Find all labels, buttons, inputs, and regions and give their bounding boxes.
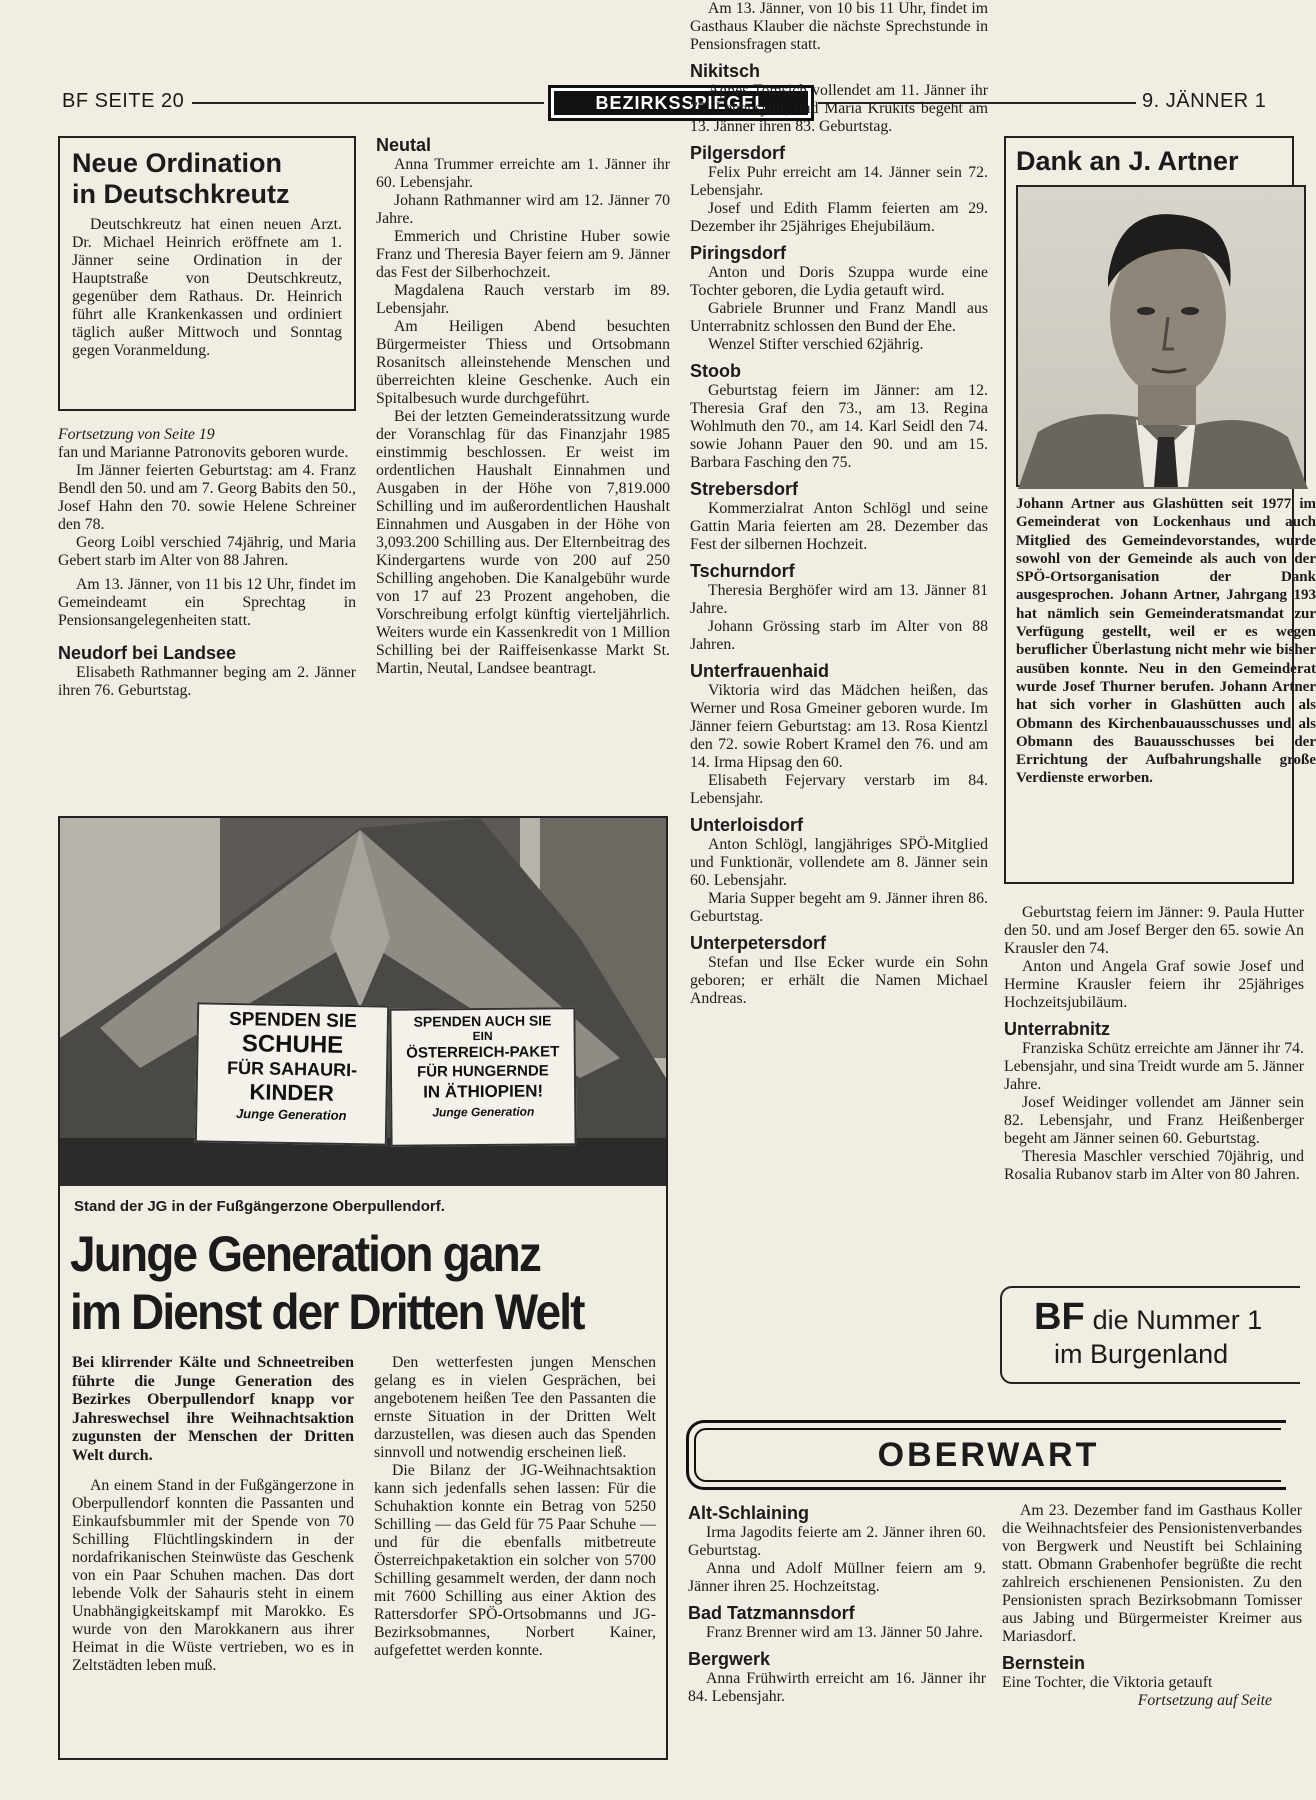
sign-left-line-3: FÜR SAHAURI- [226, 1057, 358, 1081]
artner-title: Dank an J. Artner [1016, 146, 1239, 176]
oberwart-paragraph: Irma Jagodits feierte am 2. Jänner ihren 60. Geburtstag. [688, 1524, 986, 1559]
headline-line-2: im Dienst der Dritten Welt [70, 1284, 584, 1340]
oberwart-paragraph: Anna und Adolf Müllner feiern am 9. Jänner ihren 25. Hochzeitstag. [688, 1560, 986, 1595]
jg-lead: Bei klirrender Kälte und Schneetreiben führte die Junge Generation des Bezirkes Oberpullendorf knapp vor Jahreswechsel ihre Weihnachtsaktion zugunsten der Menschen der Dritten Welt durch. [72, 1354, 354, 1464]
col1-paragraph: Am 13. Jänner, von 11 bis 12 Uhr, findet im Gemeindeamt ein Sprechtag in Pensionsangelegenheiten statt. [58, 576, 356, 629]
sign-left-line-2: SCHUHE [241, 1030, 344, 1059]
col3-paragraph: Wenzel Stifter verschied 62jährig. [708, 336, 924, 353]
jg-article [58, 816, 668, 1760]
col4-paragraph: Josef Weidinger vollendet am Jänner sein 82. Lebensjahr, und Franz Heißenberger begeht am Jänner seinen 60. Geburtstag. [1004, 1094, 1304, 1147]
ordination-box [58, 136, 356, 411]
page-number: BF SEITE 20 [62, 90, 185, 112]
col2-paragraph: Johann Rathmanner wird am 12. Jänner 70 Jahre. [376, 192, 670, 227]
column-2 [376, 134, 670, 678]
sign-right-line-3: ÖSTERREICH-PAKET [406, 1043, 560, 1062]
heading-unterpetersdorf: Unterpetersdorf [690, 933, 827, 953]
oberwart-title: OBERWART [694, 1428, 1281, 1482]
col2-paragraph: Magdalena Rauch verstarb im 89. Lebensjahr. [376, 282, 670, 317]
issue-date: 9. JÄNNER 1 [1142, 90, 1267, 112]
col3-paragraph: Am 13. Jänner, von 10 bis 11 Uhr, findet im Gasthaus Klauber die nächste Sprechstunde in Pensionsfragen statt. [690, 0, 988, 53]
col2-paragraph: Anna Trummer erreichte am 1. Jänner ihr 60. Lebensjahr. [376, 156, 670, 191]
continued-on: Fortsetzung auf Seite [1137, 1692, 1272, 1709]
heading-alt-schlaining: Alt-Schlaining [688, 1503, 809, 1523]
oberwart-col-left [688, 1502, 986, 1706]
column-1 [58, 426, 356, 700]
heading-piringsdorf: Piringsdorf [690, 243, 787, 263]
oberwart-paragraph: Eine Tochter, die Viktoria getauft [1002, 1674, 1213, 1691]
heading-bad-tatzmannsdorf: Bad Tatzmannsdorf [688, 1603, 855, 1623]
sign-right [389, 1007, 576, 1147]
jg-col-right [374, 1354, 656, 1660]
col3-paragraph: Theresia Berghöfer wird am 13. Jänner 81 Jahre. [690, 582, 988, 617]
heading-tschurndorf: Tschurndorf [690, 561, 795, 581]
col3-paragraph: Maria Supper begeht am 9. Jänner ihren 86. Geburtstag. [690, 890, 988, 925]
col3-paragraph: Anton Schlögl, langjähriges SPÖ-Mitglied und Funktionär, vollendete am 8. Jänner sein 60. Lebensjahr. [690, 836, 988, 889]
artner-box [1004, 136, 1316, 884]
jg-photo [60, 818, 666, 1186]
heading-pilgersdorf: Pilgersdorf [690, 143, 786, 163]
jg-col-left [72, 1354, 354, 1675]
continued-from: Fortsetzung von Seite 19 [58, 426, 215, 443]
heading-stoob: Stoob [690, 361, 741, 381]
jg-headline [60, 1215, 666, 1347]
sign-left-line-1: SPENDEN SIE [228, 1008, 357, 1033]
heading-unterrabnitz: Unterrabnitz [1004, 1019, 1111, 1039]
sign-right-org: Junge Generation [432, 1104, 535, 1120]
photo-caption: Stand der JG in der Fußgängerzone Oberpullendorf. [74, 1198, 445, 1215]
heading-nikitsch: Nikitsch [690, 61, 761, 81]
heading-unterloisdorf: Unterloisdorf [690, 815, 804, 835]
col3-paragraph: Johann Grössing starb im Alter von 88 Jahren. [690, 618, 988, 653]
oberwart-paragraph: Franz Brenner wird am 13. Jänner 50 Jahre. [706, 1624, 983, 1641]
col3-paragraph: Stefan und Ilse Ecker wurde ein Sohn geboren; er erhält die Namen Michael Andreas. [690, 954, 988, 1007]
heading-neutal: Neutal [376, 135, 432, 155]
sign-right-line-5: IN ÄTHIOPIEN! [423, 1081, 544, 1102]
col3-paragraph: Kommerzialrat Anton Schlögl und seine Gattin Maria feierten am 28. Dezember das Fest der silbernen Hochzeit. [690, 500, 988, 553]
col3-paragraph: Geburtstag feiern im Jänner: am 12. Theresia Graf den 73., am 13. Regina Wohlmuth den 70., am 14. Karl Seidl den 74. sowie Johann Pauer den 90. und am 15. Barbara Fasching den 75. [690, 382, 988, 471]
col3-paragraph: Elisabeth Fejervary verstarb im 84. Lebensjahr. [690, 772, 988, 807]
section-banner-label: BEZIRKSSPIEGEL [554, 91, 808, 115]
artner-caption: Johann Artner aus Glashütten seit 1977 im Gemeinderat von Lockenhaus und auch Mitglied des Gemeindevorstandes, wurde sowohl von der Gemeinde als auch von der SPÖ-Ortsorganisation der Dank ausgesprochen. Johann Artner, Jahrgang 193 hat nämlich sein Gemeinderatsmandat zur Verfügung gestellt, weil er es wegen beruflicher Überlastung nicht mehr wie bisher ausüben konnte. Neu in den Gemeinderat wurde Josef Thurner berufen. Johann Artner hat sich vorher in Glashütten auch als Obmann des Kirchenbauausschusses und als Obmann des Bauausschusses bei der Errichtung der Aufbahrungshalle große Verdienste erworben. [1016, 496, 1316, 787]
heading-bernstein: Bernstein [1002, 1653, 1086, 1673]
ordination-body: Deutschkreutz hat einen neuen Arzt. Dr. Michael Heinrich eröffnete am 1. Jänner seine Ordination in der Hauptstraße von Deutschkreutz, gegenüber dem Rathaus. Dr. Heinrich führt alle Krankenkassen und ordiniert täglich außer Mittwoch und Sonntag gegen Voranmeldung. [72, 216, 342, 359]
col3-paragraph: Anton und Doris Szuppa wurde eine Tochter geboren, die Lydia getauft wird. [690, 264, 988, 299]
col4-paragraph: Geburtstag feiern im Jänner: 9. Paula Hutter den 50. und am Josef Berger den 65. sowie An Krausler den 74. [1004, 904, 1304, 957]
headline-line-1: Junge Generation ganz [70, 1226, 540, 1282]
jg-paragraph: Den wetterfesten jungen Menschen gelang es in vielen Gesprächen, bei angebotenem heißen Tee den Passanten die ernste Situation in der Dritten Welt darzustellen, was diesen auch das Spenden sinnvoll und notwendig erscheinen ließ. [374, 1354, 656, 1461]
oberwart-col-right [1002, 1502, 1302, 1710]
jg-paragraph: Die Bilanz der JG-Weihnachtsaktion kann sich jedenfalls sehen lassen: Für die Schuhaktion konnte ein Betrag von 5250 Schilling — das Geld für 75 Paar Schuhe — und für die ebenfalls mitbetreute Österreichpaketaktion ein solcher von 5700 Schilling gesammelt werden, der dann noch mit 7600 Schilling aus einer Aktion des Rattersdorfer SPÖ-Ortsobmanns und JG-Bezirksobmannes, Norbert Kainer, aufgefettet werden konnte. [374, 1462, 656, 1659]
sign-right-line-1: SPENDEN AUCH SIE [413, 1012, 552, 1030]
portrait-photo [1018, 187, 1308, 489]
oberwart-section-bar [686, 1420, 1286, 1490]
sign-left-line-4: KINDER [249, 1079, 335, 1106]
col3-paragraph: Gabriele Brunner und Franz Mandl aus Unterrabnitz schlossen den Bund der Ehe. [690, 300, 988, 335]
col1-paragraph: Georg Loibl verschied 74jährig, und Maria Gebert starb im Alter von 88 Jahren. [58, 534, 356, 569]
bf-line-2: im Burgenland [1054, 1339, 1229, 1369]
bf-logo: BF [1034, 1296, 1085, 1338]
sign-right-line-2: EIN [472, 1028, 493, 1044]
col1-paragraph: Elisabeth Rathmanner beging am 2. Jänner ihren 76. Geburtstag. [58, 664, 356, 699]
sign-left [195, 1002, 389, 1145]
col1-paragraph: fan und Marianne Patronovits geboren wurde. [58, 444, 349, 461]
col3-paragraph: Agnes Tomsich vollendet am 11. Jänner ihr 75. Lebensjahr, und Maria Krukits begeht am 13. Jänner ihren 83. Geburtstag. [690, 82, 988, 135]
oberwart-paragraph: Anna Frühwirth erreicht am 16. Jänner ihr 84. Lebensjahr. [688, 1670, 986, 1705]
col3-paragraph: Josef und Edith Flamm feierten am 29. Dezember ihr 25jähriges Ehejubiläum. [690, 200, 988, 235]
ordination-title-1: Neue Ordination [72, 148, 283, 178]
col3-paragraph: Viktoria wird das Mädchen heißen, das Werner und Rosa Gmeiner geboren wurde. Im Jänner feiern Geburtstag: am 13. Rosa Kientzl den 72. sowie Robert Kramel den 76. und am 14. Irma Hipsag den 60. [690, 682, 988, 771]
col1-paragraph: Im Jänner feierten Geburtstag: am 4. Franz Bendl den 50. und am 7. Georg Babits den 50., Josef Hahn den 70. sowie Helene Schreiner den 78. [58, 462, 356, 533]
jg-paragraph: An einem Stand in der Fußgängerzone in Oberpullendorf konnten die Passanten und Einkaufsbummler mit der Spende von 70 Schilling Flüchtlingskindern in der nordafrikanischen Steinwüste das Geschenk von ein Paar Schuhen machen. Das dort lebende Volk der Sahauris steht in einem Unabhängigkeitskampf mit Marokko. Es wurde von den Marokkanern aus ihrer Heimat in die Wüste vertrieben, wo es in Zeltstädten leben muß. [72, 1477, 354, 1674]
ordination-title-2: in Deutschkreutz [72, 179, 290, 209]
column-4 [1004, 904, 1304, 1184]
bf-ad-box [1000, 1286, 1300, 1384]
sign-right-line-4: FÜR HUNGERNDE [417, 1062, 549, 1081]
col3-paragraph: Felix Puhr erreicht am 14. Jänner sein 72. Lebensjahr. [690, 164, 988, 199]
col4-paragraph: Anton und Angela Graf sowie Josef und Hermine Krausler feiern ihr 25jähriges Hochzeitsjubiläum. [1004, 958, 1304, 1011]
heading-strebersdorf: Strebersdorf [690, 479, 799, 499]
heading-unterfrauenhaid: Unterfrauenhaid [690, 661, 830, 681]
col2-paragraph: Emmerich und Christine Huber sowie Franz und Theresia Bayer feiern am 9. Jänner das Fest der Silberhochzeit. [376, 228, 670, 281]
col2-paragraph: Am Heiligen Abend besuchten Bürgermeister Thiess und Ortsobmann Rosanitsch alleinstehende Menschen und überreichten kleine Geschenke. Auch ein Spitalbesuch wurde durchgeführt. [376, 318, 670, 407]
heading-neudorf: Neudorf bei Landsee [58, 643, 237, 663]
artner-portrait [1016, 185, 1306, 487]
bf-line-1: die Nummer 1 [1092, 1305, 1263, 1335]
col4-paragraph: Franziska Schütz erreichte am Jänner ihr 74. Lebensjahr, und sina Treidt wurde am 5. Jänner Jahre. [1004, 1040, 1304, 1093]
oberwart-paragraph: Am 23. Dezember fand im Gasthaus Koller die Weihnachtsfeier des Pensionistenverbandes von Bergwerk und Neustift bei Schlaining statt. Obmann Grabenhofer begrüßte die recht zahlreich erschienenen Pensionisten. Zu den Pensionisten sprach Bezirksobmann Tomisser aus Jabing und Bürgermeister Kreimer aus Mariasdorf. [1002, 1502, 1302, 1645]
heading-bergwerk: Bergwerk [688, 1649, 771, 1669]
col2-paragraph: Bei der letzten Gemeinderatssitzung wurde der Voranschlag für das Finanzjahr 1985 einstimmig beschlossen. Er weist im ordentlichen Haushalt Einnahmen und Ausgaben in der Höhe von 7,819.000 Schilling und im außerordentlichen Haushalt Einnahmen und Ausgaben in der Höhe von 3,093.200 Schilling aus. Der Elternbeitrag des Kindergartens wurde von 200 auf 250 Schilling angehoben. Die Kanalgebühr wurde von 17 auf 23 Prozent angehoben, die Vorschreibung erfolgt künftig vierteljährlich. Weiters wurde ein Kassenkredit von 1 Million Schilling bei der Raiffeisenkasse Markt St. Martin, Neutal, Landsee beantragt. [376, 408, 670, 677]
sign-left-org: Junge Generation [235, 1106, 347, 1123]
column-3 [690, 0, 988, 1008]
header-rule-left [192, 102, 544, 104]
col4-paragraph: Theresia Maschler verschied 70jährig, und Rosalia Rubanov starb im Alter von 80 Jahren. [1004, 1148, 1304, 1183]
